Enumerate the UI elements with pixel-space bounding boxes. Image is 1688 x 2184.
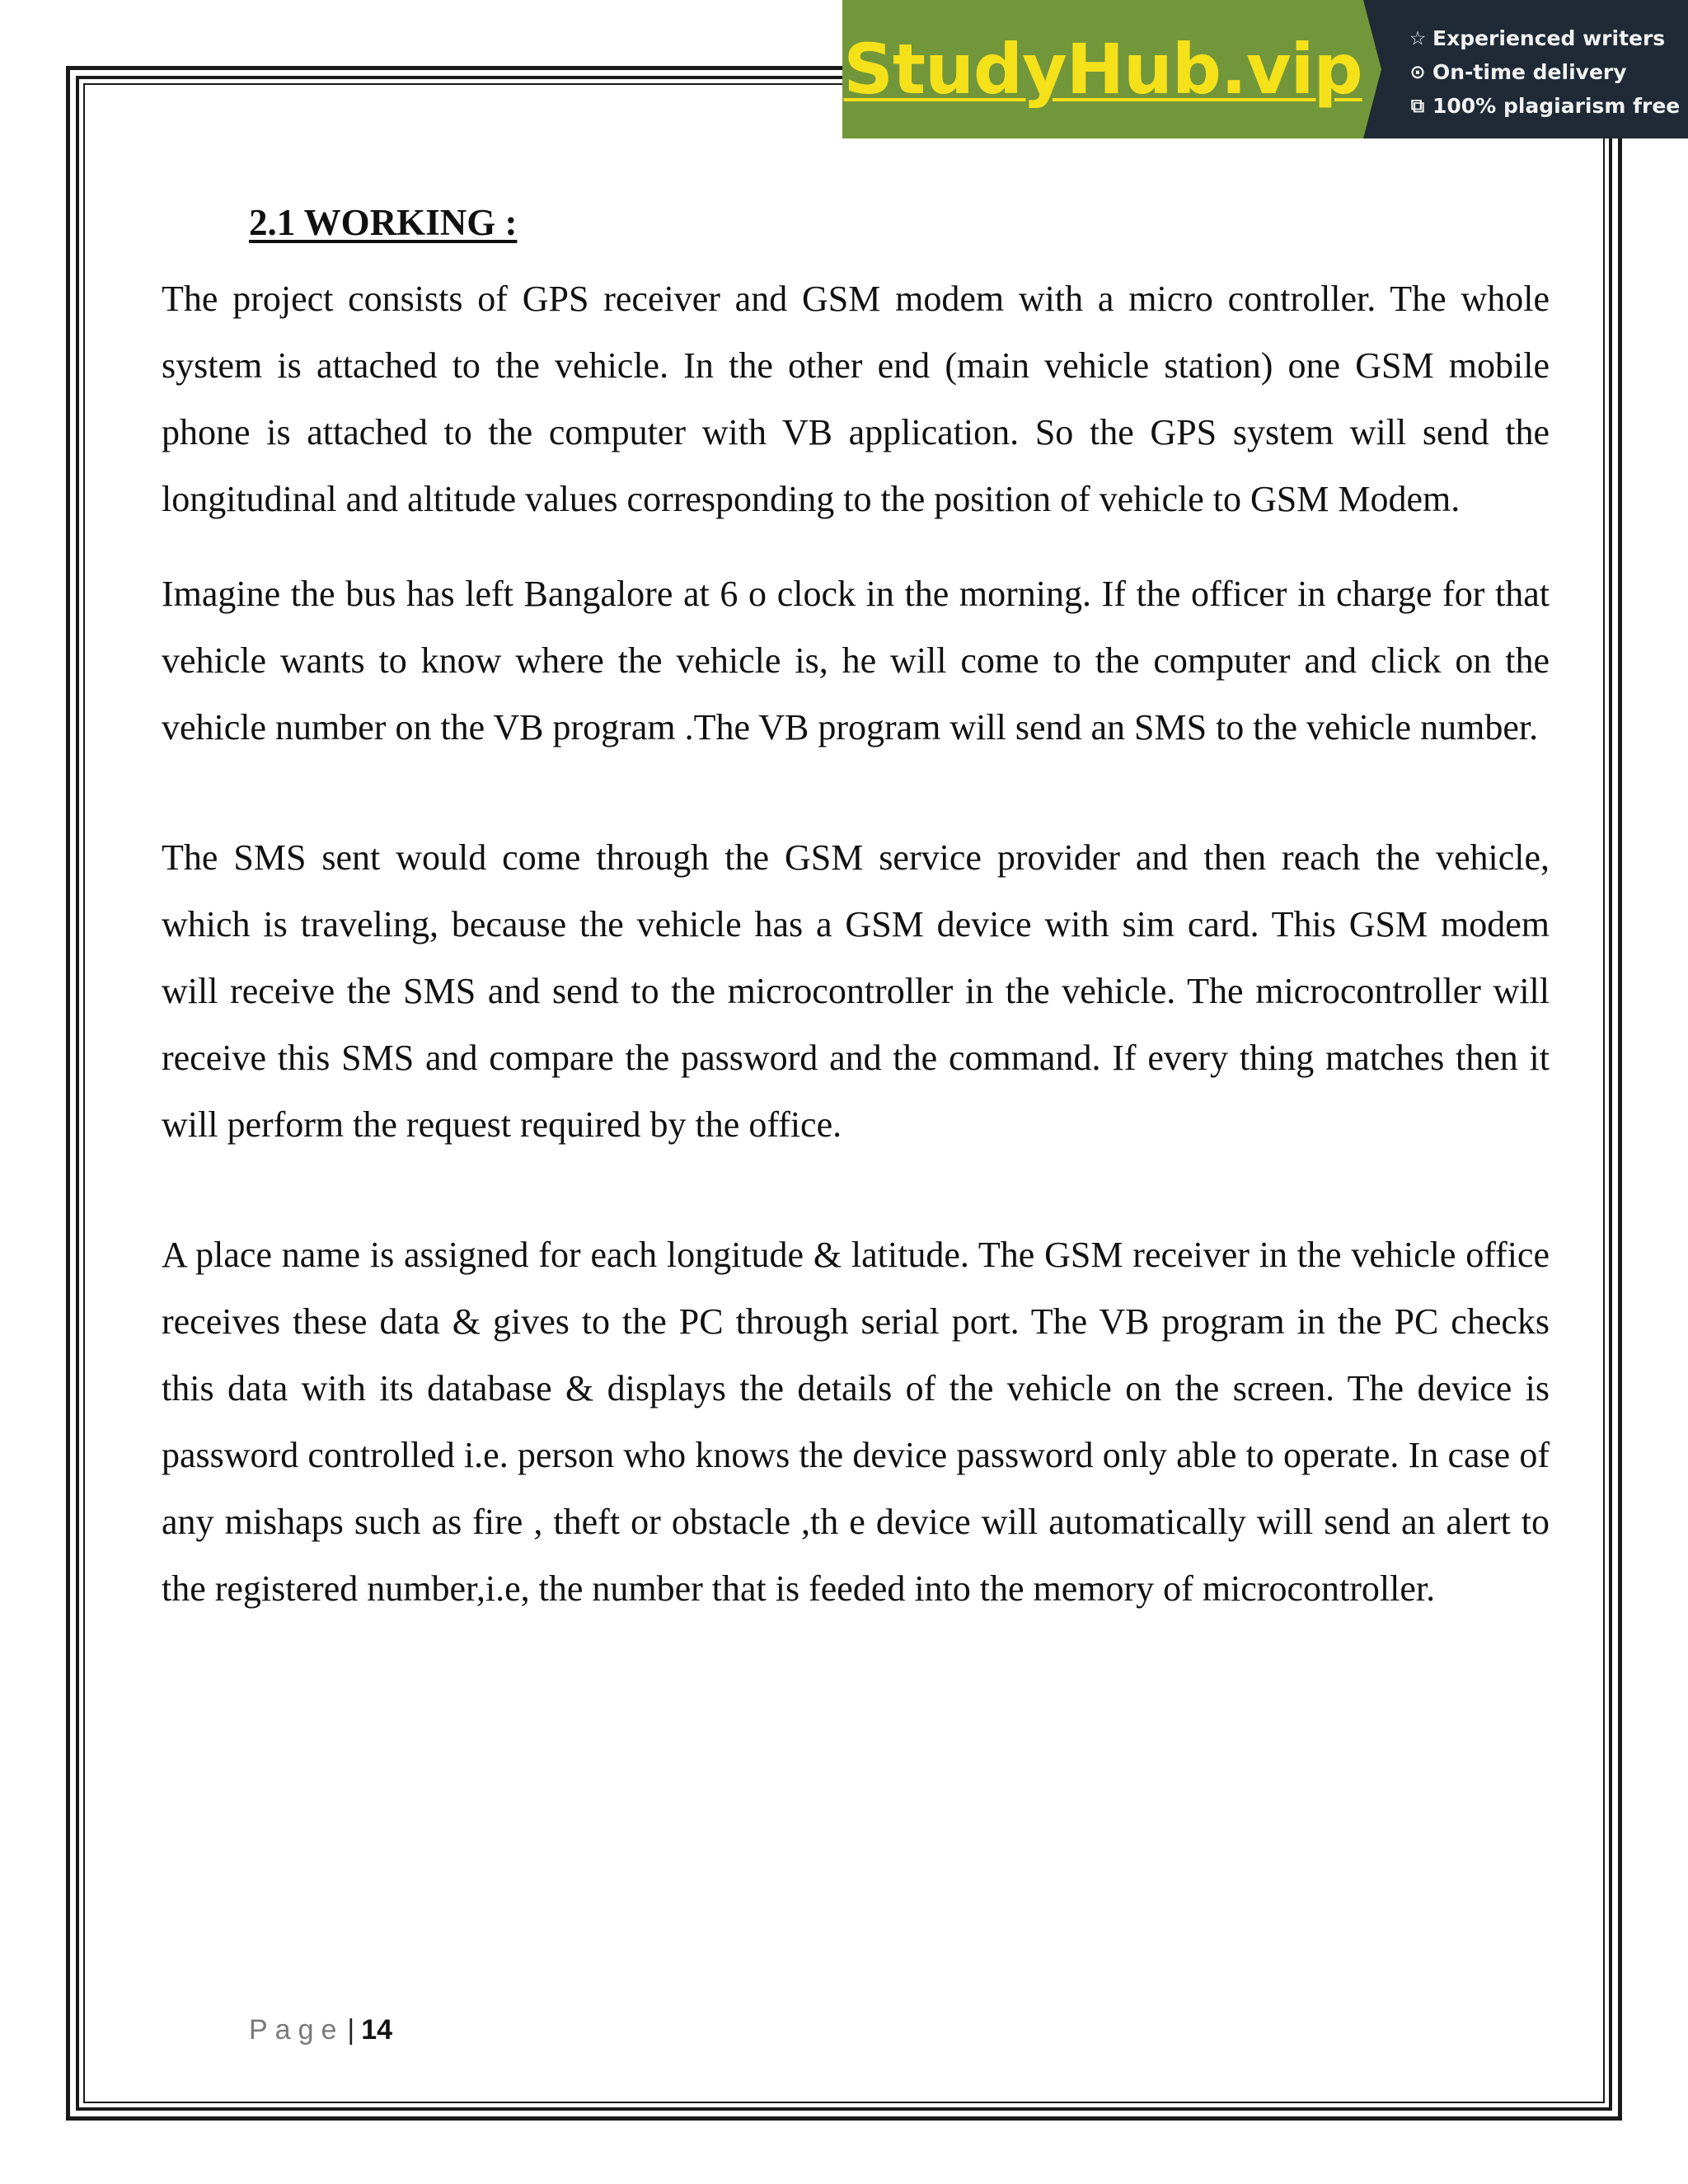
page-footer [249,2014,392,2046]
features-block [1363,0,1688,138]
feature-plagiarism-free [1406,89,1688,123]
footer-separator: | [347,2014,355,2046]
paragraph: Imagine the bus has left Bangalore at 6 o clock in the morning. If the officer in charge for that vehicle wants to know where the vehicle is, he will come to the computer and click on the vehicle number on the VB program .The VB program will send an SMS to the vehicle number. [162,574,1550,748]
copy-icon: ⧉ [1410,95,1425,117]
paragraph: A place name is assigned for each longitude & latitude. The GSM receiver in the vehicle office receives these data & gives to the PC through serial port. The VB program in the PC checks this data with its database & displays the details of the vehicle on the screen. The device is password controlled i.e. person who knows the device password only able to operate. In case of any mishaps such as fire , theft or obstacle ,th e device will automatically will send an alert to the registered number,i.e, the number that is feeded into the memory of microcontroller. [162,1235,1550,1609]
document-body [162,194,1550,1622]
star-icon: ☆ [1409,27,1427,49]
paragraph: The SMS sent would come through the GSM service provider and then reach the vehicle, which is traveling, because the vehicle has a GSM device with sim card. This GSM modem will receive the SMS and send to the microcontroller in the vehicle. The microcontroller will receive this SMS and compare the password and the command. If every thing matches then it will perform the request required by the office. [162,837,1550,1145]
feature-label: On-time delivery [1432,60,1627,84]
feature-experienced-writers [1406,21,1688,55]
page-number: 14 [361,2014,393,2046]
studyhub-banner[interactable] [842,0,1688,138]
clock-icon: ⊙ [1409,61,1426,83]
brand-logo[interactable]: StudyHub.vip [843,29,1362,110]
feature-label: 100% plagiarism free [1432,94,1681,118]
page-label: Page [249,2014,345,2046]
paragraph: The project consists of GPS receiver and GSM modem with a micro controller. The whole system is attached to the vehicle. In the other end (main vehicle station) one GSM mobile phone is attached to the computer with VB application. So the GPS system will send the longitudinal and altitude values corresponding to the position of vehicle to GSM Modem. [162,279,1550,519]
brand-block[interactable] [842,0,1363,138]
section-heading: 2.1 WORKING : [249,202,518,243]
feature-on-time-delivery [1406,55,1688,89]
feature-label: Experienced writers [1432,26,1666,50]
